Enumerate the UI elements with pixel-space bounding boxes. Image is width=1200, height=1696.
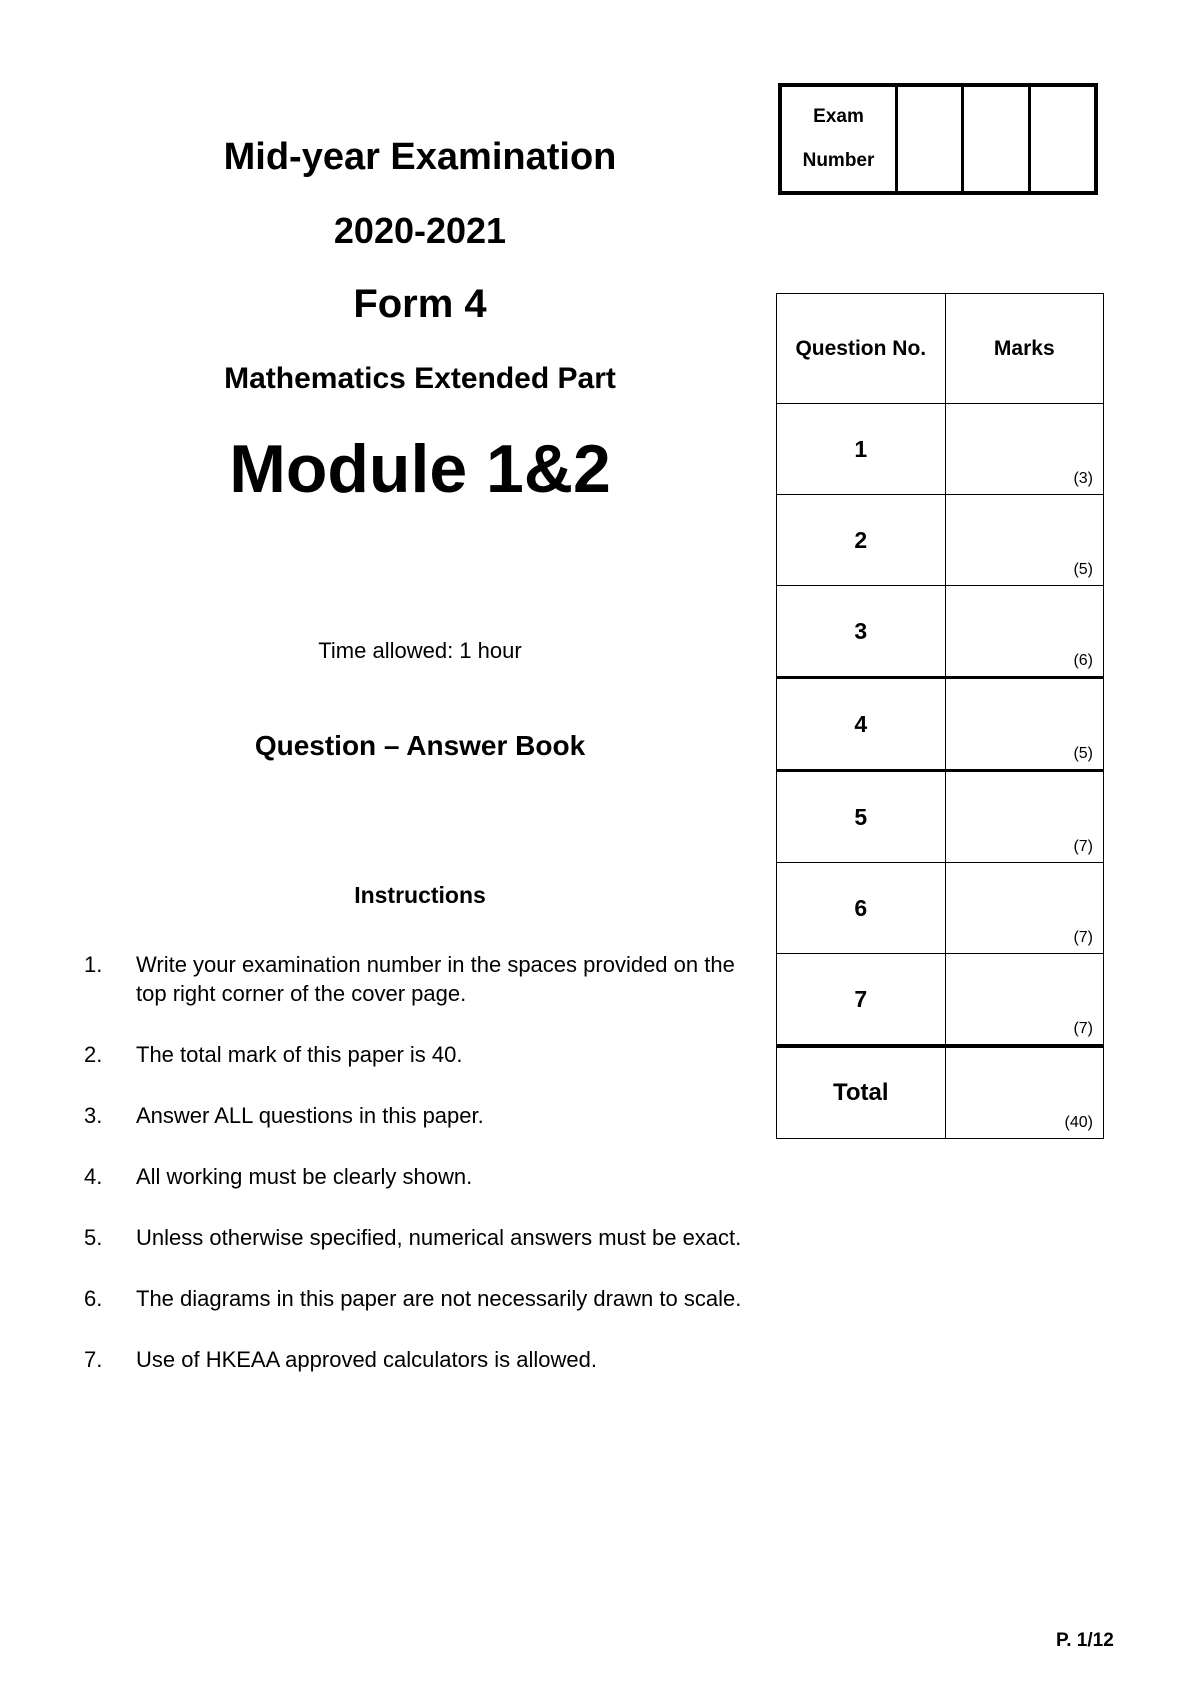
instruction-text: All working must be clearly shown. <box>136 1164 473 1189</box>
exam-label-line2: Number <box>802 150 875 171</box>
page-number: P. 1/12 <box>1056 1630 1114 1651</box>
header-question-no: Question No. <box>777 294 946 404</box>
instruction-number: 6. <box>84 1286 103 1311</box>
marks-cell[interactable] <box>945 404 1103 495</box>
instruction-number: 5. <box>84 1225 103 1250</box>
instruction-text: The diagrams in this paper are not necessarily drawn to scale. <box>136 1286 742 1311</box>
instruction-item <box>84 1040 764 1069</box>
instruction-item <box>84 1284 764 1313</box>
max-marks: (7) <box>1073 838 1093 855</box>
max-marks: (7) <box>1073 1020 1093 1037</box>
instruction-item <box>84 950 764 1008</box>
marks-cell[interactable] <box>945 678 1103 771</box>
time-allowed: Time allowed: 1 hour <box>318 638 522 663</box>
total-row <box>777 1046 1104 1139</box>
instructions-heading: Instructions <box>354 882 486 908</box>
instruction-item <box>84 1223 764 1252</box>
instruction-text: The total mark of this paper is 40. <box>136 1042 463 1067</box>
subject-title: Mathematics Extended Part <box>224 362 616 395</box>
table-row <box>777 863 1104 954</box>
max-marks: (5) <box>1073 745 1093 762</box>
exam-number-cell-1[interactable] <box>898 87 964 191</box>
instruction-item <box>84 1101 764 1130</box>
question-number: 2 <box>777 495 946 586</box>
max-marks: (7) <box>1073 929 1093 946</box>
academic-year: 2020-2021 <box>333 210 507 251</box>
table-row <box>777 404 1104 495</box>
instruction-item <box>84 1162 764 1191</box>
question-number: 4 <box>777 678 946 771</box>
max-marks: (6) <box>1073 652 1093 669</box>
table-row <box>777 495 1104 586</box>
instruction-number: 4. <box>84 1164 103 1189</box>
marks-cell[interactable] <box>945 495 1103 586</box>
marks-table <box>776 293 1104 1139</box>
total-max-marks: (40) <box>1064 1114 1093 1131</box>
exam-label-line1: Exam <box>813 106 864 127</box>
exam-number-cell-2[interactable] <box>964 87 1030 191</box>
instruction-text: Write your examination number in the spaces provided on the top right corner of the cover page. <box>136 952 735 1006</box>
exam-number-box <box>778 83 1098 195</box>
table-row <box>777 678 1104 771</box>
exam-number-label <box>782 87 898 191</box>
marks-cell[interactable] <box>945 954 1103 1047</box>
instruction-number: 7. <box>84 1347 103 1372</box>
question-number: 7 <box>777 954 946 1047</box>
marks-cell[interactable] <box>945 863 1103 954</box>
marks-table-header <box>777 294 1104 404</box>
question-number: 1 <box>777 404 946 495</box>
instruction-text: Unless otherwise specified, numerical answers must be exact. <box>136 1225 742 1250</box>
table-row <box>777 586 1104 678</box>
exam-number-cell-3[interactable] <box>1031 87 1094 191</box>
total-label: Total <box>777 1046 946 1139</box>
module-title: Module 1&2 <box>229 431 611 507</box>
book-title: Question – Answer Book <box>254 730 586 761</box>
header-marks: Marks <box>945 294 1103 404</box>
instruction-number: 1. <box>84 952 103 977</box>
table-row <box>777 771 1104 863</box>
question-number: 6 <box>777 863 946 954</box>
instruction-number: 3. <box>84 1103 103 1128</box>
instruction-text: Use of HKEAA approved calculators is allowed. <box>136 1347 598 1372</box>
exam-title: Mid-year Examination <box>223 136 617 178</box>
total-marks-cell[interactable] <box>945 1046 1103 1139</box>
question-number: 3 <box>777 586 946 678</box>
instruction-item <box>84 1345 764 1374</box>
max-marks: (3) <box>1073 470 1093 487</box>
table-row <box>777 954 1104 1047</box>
instructions-list <box>84 950 764 1406</box>
instruction-text: Answer ALL questions in this paper. <box>136 1103 484 1128</box>
form-level: Form 4 <box>353 282 487 326</box>
max-marks: (5) <box>1073 561 1093 578</box>
instruction-number: 2. <box>84 1042 103 1067</box>
marks-cell[interactable] <box>945 771 1103 863</box>
question-number: 5 <box>777 771 946 863</box>
marks-cell[interactable] <box>945 586 1103 678</box>
